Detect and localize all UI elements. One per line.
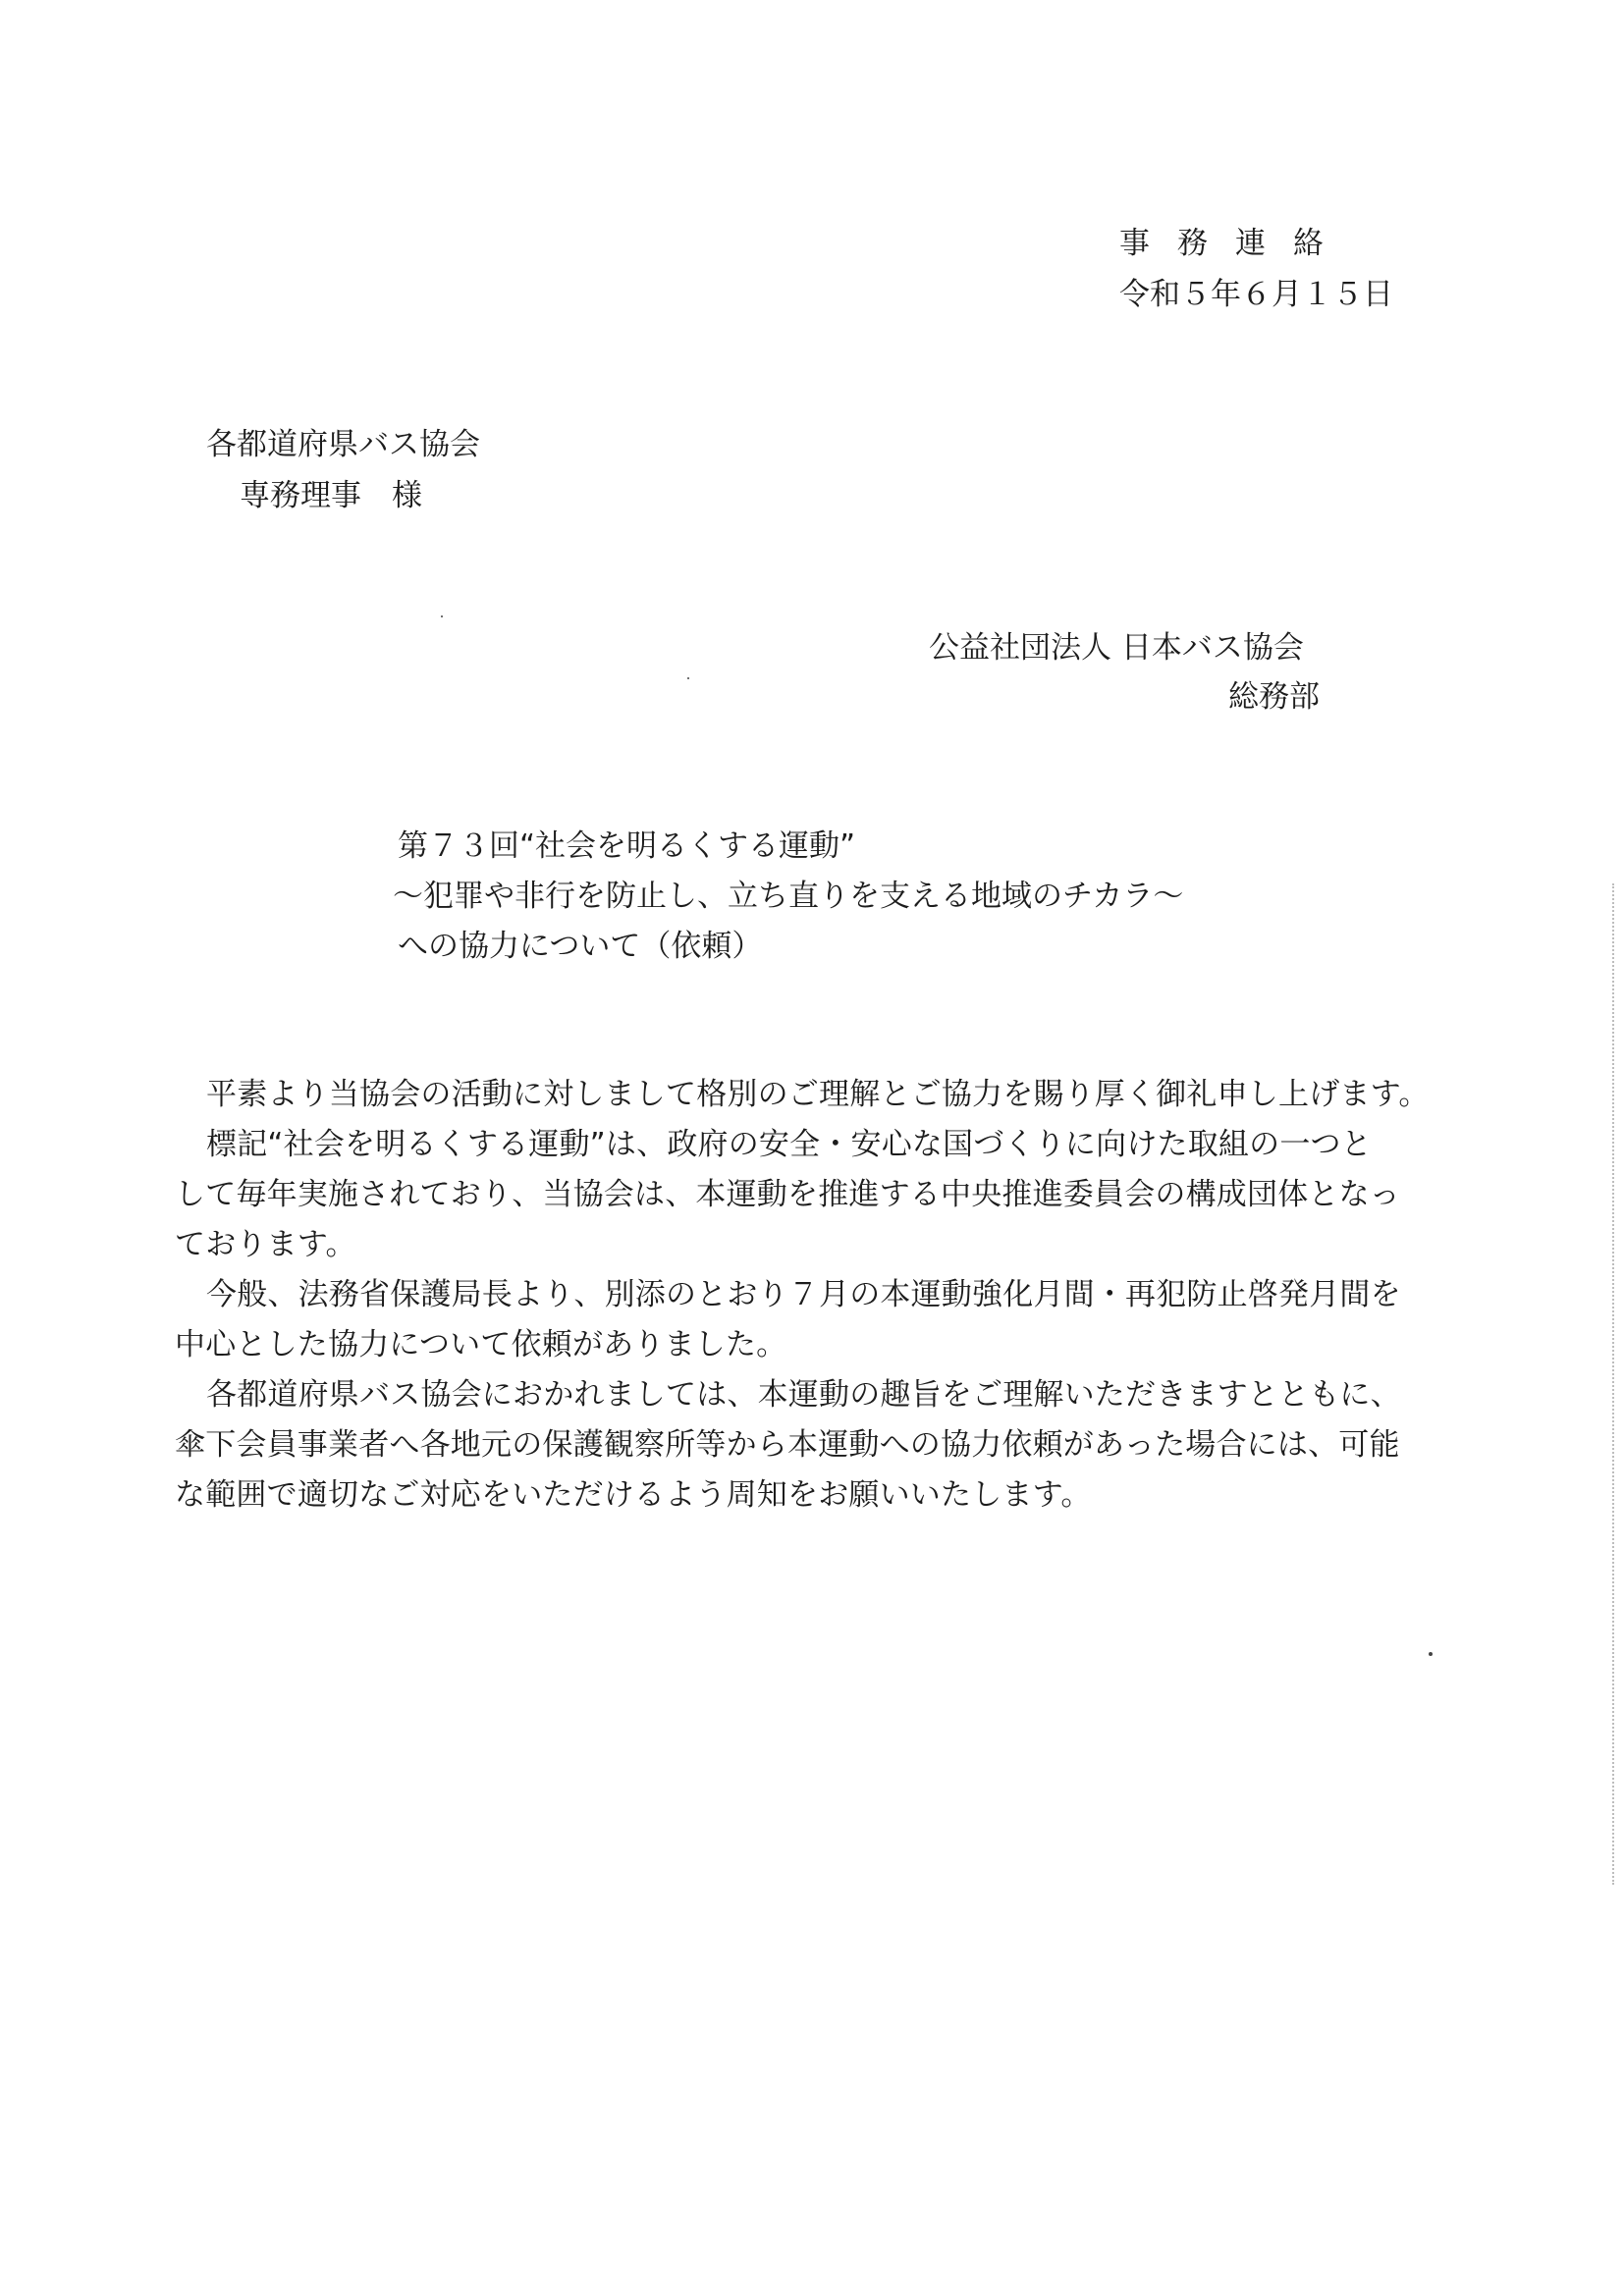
subject-line-1: 第７３回“社会を明るくする運動”	[398, 828, 856, 864]
scan-speck	[687, 677, 689, 679]
body-line-4: ております。	[175, 1227, 356, 1262]
body-line-5: 今般、法務省保護局長より、別添のとおり７月の本運動強化月間・再犯防止啓発月間を	[206, 1277, 1401, 1312]
body-line-2: 標記“社会を明るくする運動”は、政府の安全・安心な国づくりに向けた取組の一つと	[206, 1127, 1372, 1162]
body-line-3: して毎年実施されており、当協会は、本運動を推進する中央推進委員会の構成団体となっ	[175, 1177, 1400, 1212]
body-line-1: 平素より当協会の活動に対しまして格別のご理解とご協力を賜り厚く御礼申し上げます。	[206, 1077, 1430, 1112]
scan-speck	[441, 615, 443, 617]
sender-department: 総務部	[1228, 679, 1320, 715]
body-line-8: 傘下会員事業者へ各地元の保護観察所等から本運動への協力依頼があった場合には、可能	[175, 1427, 1400, 1463]
scan-edge-marks	[1612, 883, 1616, 1885]
body-line-6: 中心とした協力について依頼がありました。	[175, 1327, 787, 1362]
subject-line-3: への協力について（依頼）	[398, 929, 763, 964]
recipient-title: 専務理事 様	[240, 478, 422, 513]
body-line-9: な範囲で適切なご対応をいただけるよう周知をお願いいたします。	[175, 1477, 1092, 1513]
body-line-7: 各都道府県バス協会におかれましては、本運動の趣旨をご理解いただきますとともに、	[206, 1377, 1401, 1413]
recipient-organization: 各都道府県バス協会	[206, 427, 480, 462]
scan-speck	[1429, 1652, 1433, 1656]
document-type: 事務連絡	[1119, 226, 1351, 261]
subject-line-2: ～犯罪や非行を防止し、立ち直りを支える地域のチカラ～	[393, 879, 1184, 914]
sender-organization: 公益社団法人 日本バス協会	[929, 630, 1304, 666]
document-date: 令和５年６月１５日	[1119, 277, 1393, 312]
